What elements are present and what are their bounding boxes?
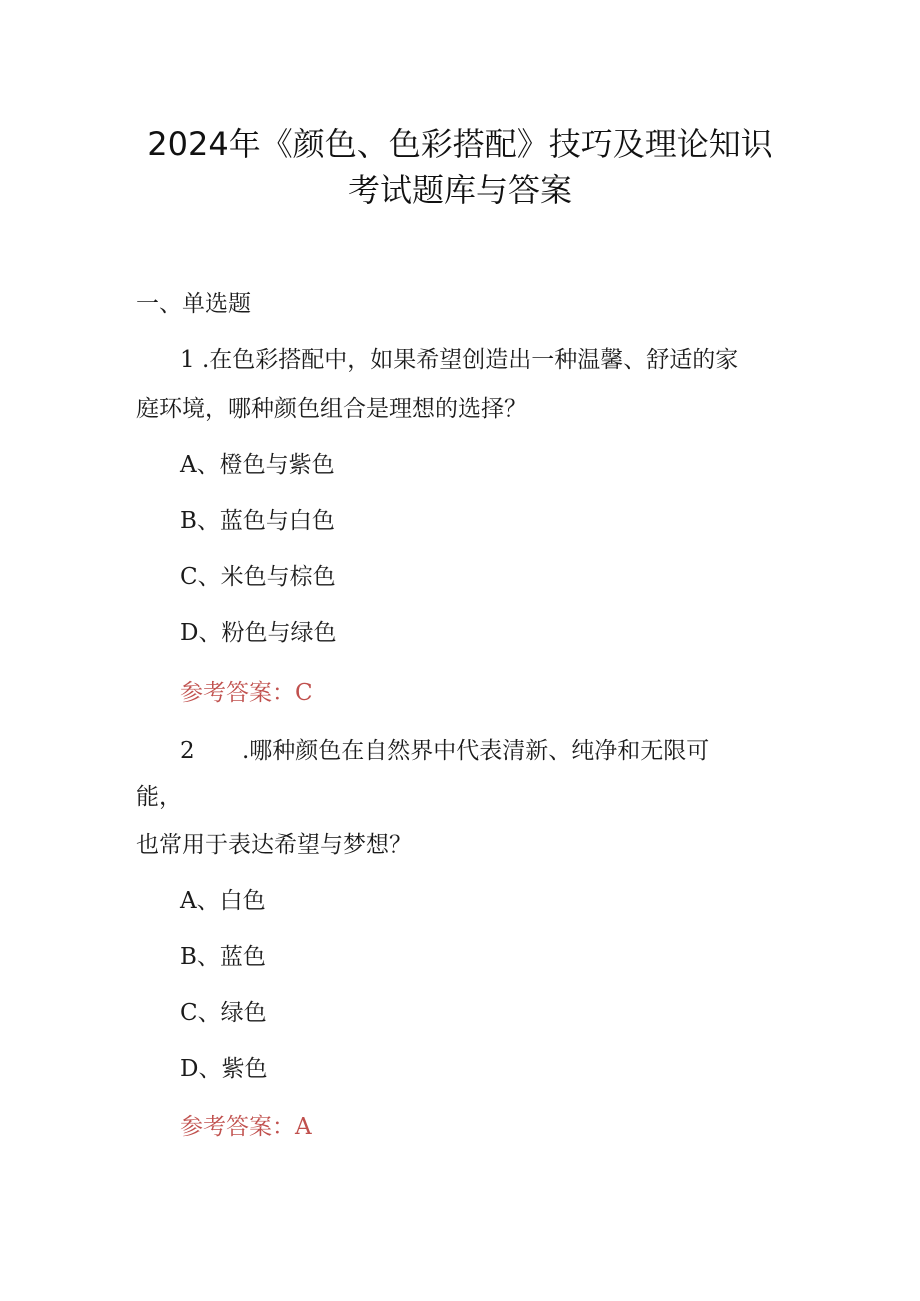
question-2-stem-line-2: 能， bbox=[136, 784, 182, 810]
question-1-option-b: B、蓝色与白色 bbox=[180, 508, 335, 534]
question-2-stem-line-3: 也常用于表达希望与梦想？ bbox=[136, 832, 412, 858]
question-1-option-d: D、粉色与绿色 bbox=[180, 620, 337, 646]
question-2-number: 2 bbox=[180, 738, 195, 764]
question-1-option-a: A、橙色与紫色 bbox=[180, 452, 335, 478]
question-2-option-d: D、紫色 bbox=[180, 1056, 268, 1082]
question-2-stem-text: .哪种颜色在自然界中代表清新、纯净和无限可 bbox=[242, 738, 710, 764]
question-2-option-c: C、绿色 bbox=[180, 1000, 267, 1026]
question-1-stem-line-1: 1 .在色彩搭配中，如果希望创造出一种温馨、舒适的家 bbox=[180, 347, 739, 373]
question-2-stem-line-1 bbox=[180, 735, 709, 767]
question-2-answer: 参考答案：A bbox=[180, 1114, 312, 1140]
question-2-option-b: B、蓝色 bbox=[180, 944, 266, 970]
document-title-line-2: 考试题库与答案 bbox=[347, 171, 572, 209]
question-1-option-c: C、米色与棕色 bbox=[180, 564, 336, 590]
question-1-answer: 参考答案：C bbox=[180, 680, 313, 706]
section-heading: 一、单选题 bbox=[136, 291, 251, 317]
document-title-line-1: 2024年《颜色、色彩搭配》技巧及理论知识 bbox=[147, 125, 773, 163]
question-2-option-a: A、白色 bbox=[180, 888, 266, 914]
question-1-stem-line-2: 庭环境，哪种颜色组合是理想的选择？ bbox=[136, 396, 527, 422]
